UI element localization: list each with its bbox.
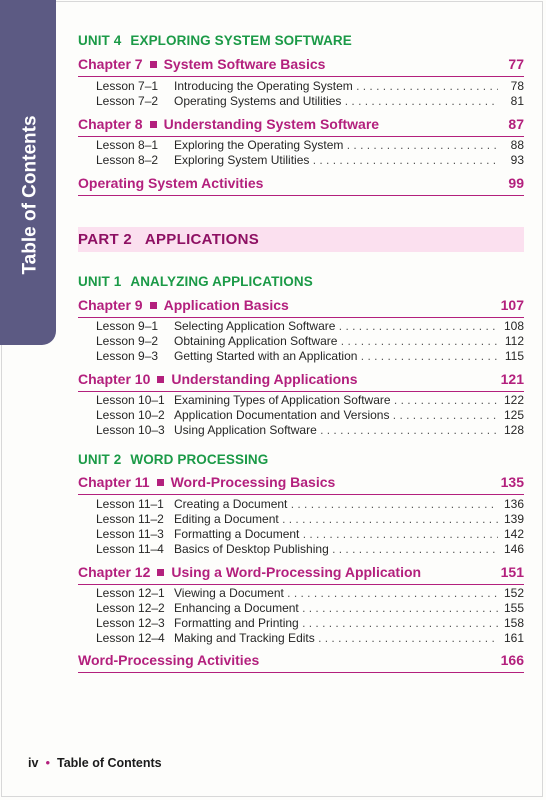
square-bullet-icon	[150, 61, 157, 68]
lesson-page: 152	[503, 586, 524, 600]
lesson-title: Introducing the Operating System . . .	[174, 79, 498, 93]
lesson-page: 122	[503, 393, 524, 407]
lesson-page: 81	[510, 94, 524, 108]
lesson-page: 142	[503, 527, 524, 541]
chapter-8-heading[interactable]	[78, 116, 524, 137]
lesson-page: 78	[510, 79, 524, 93]
wp-activities-heading[interactable]	[78, 652, 524, 673]
lesson-page: 112	[504, 334, 524, 348]
lesson-title: Selecting Application Software . . .	[174, 319, 498, 333]
chapter-label: Chapter 8	[78, 116, 143, 132]
lesson-title: Examining Types of Application Software . . .	[174, 393, 498, 407]
lesson-10-3[interactable]	[96, 423, 524, 438]
unit-title: EXPLORING SYSTEM SOFTWARE	[130, 33, 352, 48]
lesson-title: Formatting a Document . . .	[174, 527, 498, 541]
lesson-9-1[interactable]	[96, 319, 524, 334]
lesson-number: Lesson 12–4	[96, 631, 165, 645]
lesson-10-1[interactable]	[96, 393, 524, 408]
side-tab-text-wrap	[6, 115, 56, 275]
activities-title: Word-Processing Activities	[78, 652, 260, 668]
chapter-label: Chapter 9	[78, 297, 143, 313]
lesson-12-2[interactable]	[96, 601, 524, 616]
lesson-page: 139	[503, 512, 524, 526]
lesson-page: 161	[503, 631, 524, 645]
unit-number: UNIT 4	[78, 33, 122, 48]
lesson-11-3[interactable]	[96, 527, 524, 542]
lesson-title: Exploring System Utilities . . .	[174, 153, 498, 167]
lesson-11-4[interactable]	[96, 542, 524, 557]
part-2-band	[78, 227, 524, 252]
chapter-title: Understanding System Software	[163, 116, 380, 132]
lesson-title: Creating a Document . . .	[174, 497, 498, 511]
part-heading: PART 2 APPLICATIONS	[78, 231, 260, 248]
lesson-12-1[interactable]	[96, 586, 524, 601]
lesson-11-2[interactable]	[96, 512, 524, 527]
lesson-title: Basics of Desktop Publishing . . .	[174, 542, 498, 556]
lesson-11-1[interactable]	[96, 497, 524, 512]
lesson-8-2[interactable]	[96, 153, 524, 168]
lesson-12-3[interactable]	[96, 616, 524, 631]
lesson-number: Lesson 9–3	[96, 349, 159, 363]
unit-title: WORD PROCESSING	[130, 452, 269, 467]
lesson-page: 125	[503, 408, 524, 422]
chapter-title: System Software Basics	[163, 56, 326, 72]
chapter-label: Chapter 7	[78, 56, 143, 72]
lesson-number: Lesson 9–1	[96, 319, 159, 333]
unit-heading-1	[78, 274, 313, 289]
chapter-title: Word-Processing Basics	[170, 474, 336, 490]
unit-heading-2	[78, 452, 268, 467]
lesson-number: Lesson 12–2	[96, 601, 165, 615]
lesson-title: Application Documentation and Versions . . .	[174, 408, 498, 422]
lesson-8-1[interactable]	[96, 138, 524, 153]
footer-title: Table of Contents	[57, 756, 162, 770]
lesson-title: Making and Tracking Edits . . .	[174, 631, 498, 645]
lesson-number: Lesson 10–1	[96, 393, 165, 407]
chapter-label: Chapter 10	[78, 371, 151, 387]
chapter-page: 135	[500, 474, 524, 490]
activities-page: 166	[500, 652, 524, 668]
chapter-9-heading[interactable]	[78, 297, 524, 318]
unit-title: ANALYZING APPLICATIONS	[130, 274, 313, 289]
lesson-title: Editing a Document . . .	[174, 512, 498, 526]
lesson-number: Lesson 10–3	[96, 423, 165, 437]
chapter-title: Using a Word-Processing Application	[171, 564, 422, 580]
lesson-number: Lesson 8–2	[96, 153, 159, 167]
footer-page-number: iv	[28, 756, 39, 770]
lesson-number: Lesson 7–1	[96, 79, 159, 93]
unit-heading-4	[78, 33, 352, 48]
side-tab-label: Table of Contents	[20, 115, 42, 275]
lesson-page: 93	[510, 153, 524, 167]
lesson-title: Getting Started with an Application . . .	[174, 349, 498, 363]
page-footer	[28, 755, 162, 770]
lesson-title: Using Application Software . . .	[174, 423, 498, 437]
lesson-page: 136	[503, 497, 524, 511]
chapter-title: Application Basics	[163, 297, 289, 313]
lesson-page: 146	[503, 542, 524, 556]
lesson-title: Formatting and Printing . . .	[174, 616, 498, 630]
lesson-7-2[interactable]	[96, 94, 524, 109]
side-tab	[0, 0, 56, 345]
lesson-page: 128	[503, 423, 524, 437]
lesson-page: 155	[503, 601, 524, 615]
chapter-7-heading[interactable]	[78, 56, 524, 77]
chapter-11-heading[interactable]	[78, 474, 524, 495]
lesson-page: 108	[503, 319, 524, 333]
lesson-number: Lesson 10–2	[96, 408, 165, 422]
chapter-title: Understanding Applications	[171, 371, 358, 387]
lesson-title: Operating Systems and Utilities . . .	[174, 94, 498, 108]
lesson-9-2[interactable]	[96, 334, 524, 349]
activities-page: 99	[508, 175, 524, 191]
chapter-page: 151	[500, 564, 524, 580]
lesson-title: Enhancing a Document . . .	[174, 601, 498, 615]
square-bullet-icon	[157, 569, 164, 576]
lesson-page: 115	[504, 349, 524, 363]
square-bullet-icon	[157, 479, 164, 486]
chapter-label: Chapter 11	[78, 474, 150, 490]
chapter-label: Chapter 12	[78, 564, 151, 580]
lesson-number: Lesson 11–2	[96, 512, 164, 526]
lesson-page: 158	[503, 616, 524, 630]
lesson-title: Obtaining Application Software . . .	[174, 334, 498, 348]
unit-number: UNIT 1	[78, 274, 122, 289]
lesson-number: Lesson 11–3	[96, 527, 164, 541]
square-bullet-icon	[150, 302, 157, 309]
chapter-12-heading[interactable]	[78, 564, 524, 585]
activities-title: Operating System Activities	[78, 175, 264, 191]
lesson-number: Lesson 8–1	[96, 138, 159, 152]
lesson-title: Exploring the Operating System . . .	[174, 138, 498, 152]
unit-number: UNIT 2	[78, 452, 122, 467]
lesson-page: 88	[510, 138, 524, 152]
os-activities-heading[interactable]	[78, 175, 524, 196]
footer-bullet-icon: •	[45, 755, 50, 770]
chapter-10-heading[interactable]	[78, 371, 524, 392]
lesson-number: Lesson 11–4	[96, 542, 164, 556]
square-bullet-icon	[157, 376, 164, 383]
lesson-number: Lesson 12–3	[96, 616, 165, 630]
lesson-number: Lesson 12–1	[96, 586, 165, 600]
lesson-number: Lesson 7–2	[96, 94, 159, 108]
chapter-page: 77	[508, 56, 524, 72]
chapter-page: 121	[500, 371, 524, 387]
lesson-12-4[interactable]	[96, 631, 524, 646]
lesson-number: Lesson 9–2	[96, 334, 159, 348]
square-bullet-icon	[150, 121, 157, 128]
chapter-page: 87	[508, 116, 524, 132]
lesson-9-3[interactable]	[96, 349, 524, 364]
chapter-page: 107	[500, 297, 524, 313]
lesson-7-1[interactable]	[96, 79, 524, 94]
lesson-10-2[interactable]	[96, 408, 524, 423]
lesson-number: Lesson 11–1	[96, 497, 164, 511]
lesson-title: Viewing a Document . . .	[174, 586, 498, 600]
